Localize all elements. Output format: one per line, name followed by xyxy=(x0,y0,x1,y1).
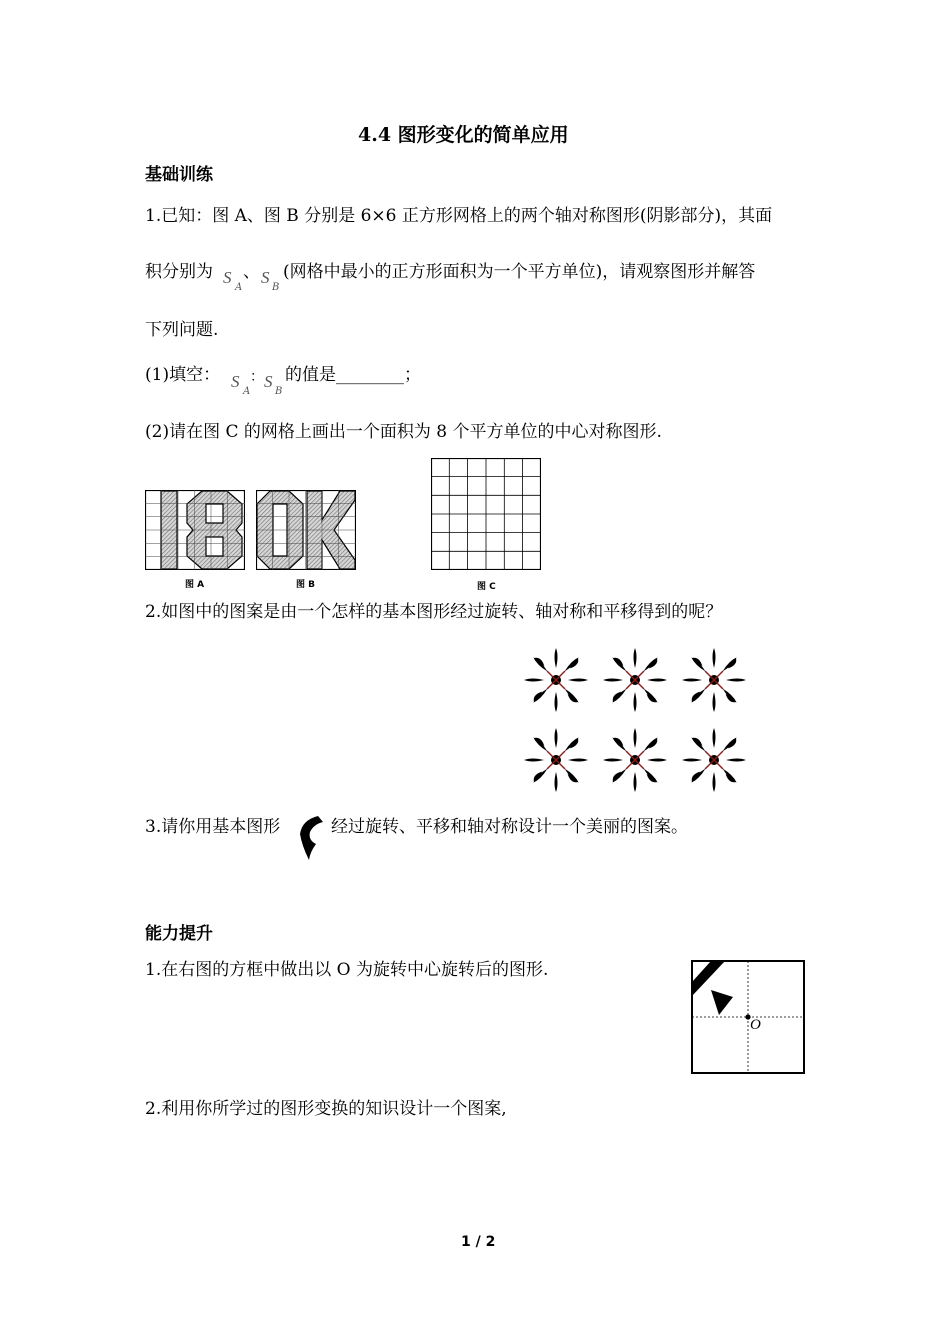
q1-line2-pre: 积分别为 xyxy=(145,262,213,282)
figure-b-grid xyxy=(256,490,356,570)
q1-sb-subscript: B xyxy=(272,282,280,293)
figure-a-grid xyxy=(145,490,245,570)
flower-pattern-figure xyxy=(518,640,754,800)
figure-b-caption: 图 B xyxy=(296,580,315,590)
q1-line3: 下列问题. xyxy=(145,320,219,340)
basic-shape-icon xyxy=(296,812,330,864)
flower-motif xyxy=(524,648,588,712)
section-heading-basic: 基础训练 xyxy=(145,165,213,185)
flower-motif xyxy=(682,648,746,712)
flower-motif xyxy=(603,648,667,712)
q1-part1-sa-sub: A xyxy=(243,386,251,397)
figure-c-grid[interactable] xyxy=(431,458,541,570)
flower-motif xyxy=(524,728,588,792)
section-heading-advanced: 能力提升 xyxy=(145,924,213,944)
q3-text-post: 经过旋转、平移和轴对称设计一个美丽的图案。 xyxy=(331,817,688,837)
q1-sb-symbol: S xyxy=(261,268,270,287)
q4-text: 1.在右图的方框中做出以 O 为旋转中心旋转后的图形. xyxy=(145,960,549,980)
q1-sa-symbol: S xyxy=(223,268,232,287)
q1-part1-sb: S xyxy=(264,372,273,391)
q1-part2: (2)请在图 C 的网格上画出一个面积为 8 个平方单位的中心对称图形. xyxy=(145,422,662,442)
figure-a-caption: 图 A xyxy=(185,580,205,590)
q2-text: 2.如图中的图案是由一个怎样的基本图形经过旋转、轴对称和平移得到的呢？ xyxy=(145,602,723,622)
rotation-box-figure[interactable] xyxy=(691,960,805,1074)
q1-part1-answer-blank: 的值是________； xyxy=(285,365,421,385)
page-title: 4.4 图形变化的简单应用 xyxy=(358,124,569,146)
q1-part1-sa: S xyxy=(231,372,240,391)
q1-line2-post: (网格中最小的正方形面积为一个平方单位)，请观察图形并解答 xyxy=(283,262,756,282)
q1-part1-colon: ： xyxy=(250,369,264,385)
figure-c-caption: 图 C xyxy=(477,582,496,592)
flower-motif xyxy=(603,728,667,792)
q1-sa-subscript: A xyxy=(235,282,243,293)
q3-text-pre: 3.请你用基本图形 xyxy=(145,817,281,837)
q1-part1-sb-sub: B xyxy=(275,386,283,397)
rotation-center-label: O xyxy=(750,1017,761,1033)
q1-line1: 1.已知：图 A、图 B 分别是 6×6 正方形网格上的两个轴对称图形(阴影部分)，其面 xyxy=(145,206,773,226)
q5-text: 2.利用你所学过的图形变换的知识设计一个图案, xyxy=(145,1099,507,1119)
q1-part1-label: (1)填空： xyxy=(145,365,221,385)
flower-motif xyxy=(682,728,746,792)
q1-separator: 、 xyxy=(243,262,260,282)
page-number: 1 / 2 xyxy=(461,1234,496,1250)
